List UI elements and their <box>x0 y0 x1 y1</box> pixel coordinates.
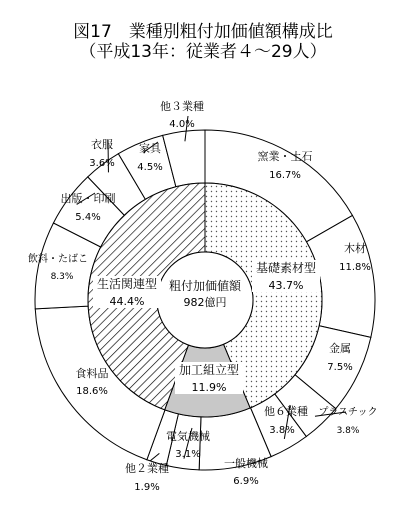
outer-label-14: 他３業種 <box>160 100 204 113</box>
outer-label-10: 飲料・たばこ <box>28 254 88 265</box>
center-label: 粗付加価値額 <box>168 279 242 293</box>
chart-title: 図17 業種別粗付加価値額構成比 <box>73 22 333 42</box>
outer-label-8: 他２業種 <box>125 462 169 475</box>
inner-value-2: 11.9% <box>191 381 227 394</box>
outer-label-1: 窯業・土石 <box>257 150 313 163</box>
outer-value-10: 8.3% <box>50 272 74 282</box>
outer-label-2: 木材 <box>344 242 366 255</box>
inner-value-1: 43.7% <box>268 279 304 292</box>
outer-value-6: 6.9% <box>233 476 259 487</box>
inner-value-3: 44.4% <box>109 295 145 308</box>
outer-label-13: 家具 <box>139 142 161 155</box>
outer-label-6: 一般機械 <box>224 457 268 470</box>
inner-label-1: 基礎素材型 <box>255 261 317 275</box>
outer-value-11: 5.4% <box>75 212 101 223</box>
outer-label-9: 食料品 <box>75 367 109 380</box>
outer-value-8: 1.9% <box>134 482 160 493</box>
chart-subtitle: （平成13年：従業者４～29人） <box>79 42 327 62</box>
center-value: 982億円 <box>183 296 227 309</box>
outer-label-3: 金属 <box>329 342 351 355</box>
outer-value-5: 3.8% <box>269 425 295 436</box>
outer-value-9: 18.6% <box>76 386 108 397</box>
outer-value-4: 3.8% <box>336 426 360 436</box>
inner-label-3: 生活関連型 <box>96 277 158 291</box>
outer-label-11: 出版・印刷 <box>60 192 116 205</box>
outer-value-13: 4.5% <box>137 162 163 173</box>
outer-value-12: 3.6% <box>89 158 115 169</box>
outer-value-3: 7.5% <box>327 362 353 373</box>
outer-label-5: 他６業種 <box>264 405 308 418</box>
outer-value-14: 4.0% <box>169 119 195 130</box>
outer-value-2: 11.8% <box>339 262 371 273</box>
outer-label-7: 電気機械 <box>166 430 210 443</box>
outer-label-4: プラスチック <box>318 407 378 418</box>
outer-value-7: 3.1% <box>175 449 201 460</box>
inner-label-2: 加工組立型 <box>178 363 240 377</box>
outer-value-1: 16.7% <box>269 170 301 181</box>
outer-label-12: 衣服 <box>91 138 113 151</box>
